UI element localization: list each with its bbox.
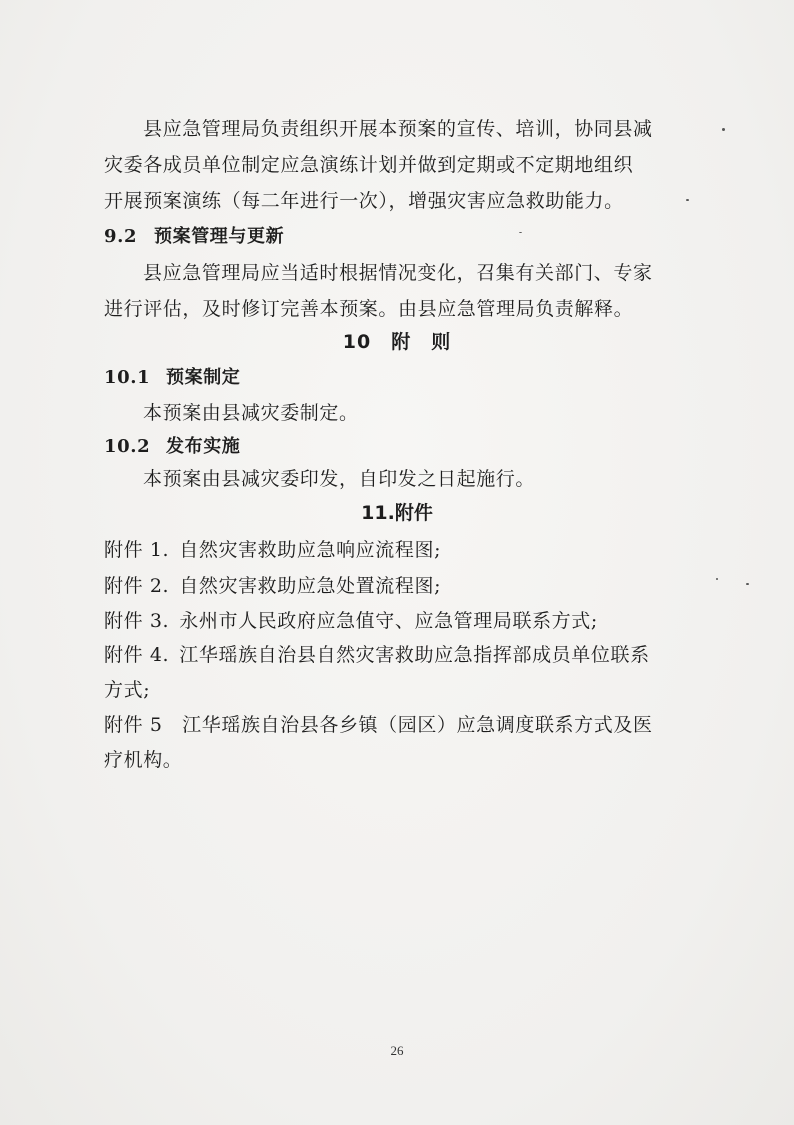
- attachment-item-1: [104, 538, 441, 562]
- attachment-text: 自然灾害救助应急处置流程图;: [179, 575, 442, 597]
- attachment-item-5-continued: 疗机构。: [104, 749, 183, 771]
- attachment-item-4-continued: 方式;: [104, 679, 151, 701]
- paragraph-1-line-2: 灾委各成员单位制定应急演练计划并做到定期或不定期地组织: [104, 154, 634, 176]
- section-heading-9-2: [104, 225, 284, 249]
- attachment-text: 自然灾害救助应急响应流程图;: [179, 539, 442, 561]
- scan-speck: [686, 199, 689, 201]
- section-title: 发布实施: [166, 436, 241, 457]
- section-title: 预案制定: [166, 367, 241, 388]
- section-number: 9.2: [104, 226, 138, 247]
- section-title-11: 11.附件: [361, 502, 433, 524]
- scan-speck: [722, 128, 725, 131]
- paragraph-2-line-1: 县应急管理局应当适时根据情况变化，召集有关部门、专家: [143, 262, 653, 284]
- page-number: 26: [390, 1043, 404, 1058]
- section-heading-10-1: [104, 366, 240, 390]
- attachment-label: 附件 3.: [104, 610, 170, 632]
- section-number: 10.1: [104, 367, 151, 388]
- attachment-item-2: [104, 574, 441, 598]
- attachment-text: 永州市人民政府应急值守、应急管理局联系方式;: [179, 610, 598, 632]
- scan-speck: [746, 583, 749, 585]
- paragraph-4: 本预案由县减灾委印发，自印发之日起施行。: [143, 468, 536, 490]
- paragraph-3: 本预案由县减灾委制定。: [143, 402, 359, 424]
- section-heading-10-2: [104, 435, 240, 459]
- attachment-item-5: [104, 713, 653, 737]
- attachment-text: 江华瑶族自治县自然灾害救助应急指挥部成员单位联系: [179, 644, 650, 666]
- scan-speck: [519, 232, 522, 233]
- paragraph-2-line-2: 进行评估，及时修订完善本预案。由县应急管理局负责解释。: [104, 298, 634, 320]
- section-title: 预案管理与更新: [154, 226, 285, 247]
- scan-speck: [716, 578, 718, 580]
- attachment-item-3: [104, 609, 598, 633]
- attachment-label: 附件 1.: [104, 539, 170, 561]
- attachment-item-4: [104, 643, 650, 667]
- attachment-label: 附件 5: [104, 714, 163, 736]
- attachment-label: 附件 4.: [104, 644, 170, 666]
- section-title-10: 10 附 则: [342, 331, 452, 353]
- paragraph-1-line-1: 县应急管理局负责组织开展本预案的宣传、培训，协同县减: [143, 118, 653, 140]
- attachment-text: 江华瑶族自治县各乡镇（园区）应急调度联系方式及医: [182, 714, 653, 736]
- section-number: 10.2: [104, 436, 151, 457]
- paragraph-1-line-3: 开展预案演练（每二年进行一次），增强灾害应急救助能力。: [104, 190, 624, 212]
- attachment-label: 附件 2.: [104, 575, 170, 597]
